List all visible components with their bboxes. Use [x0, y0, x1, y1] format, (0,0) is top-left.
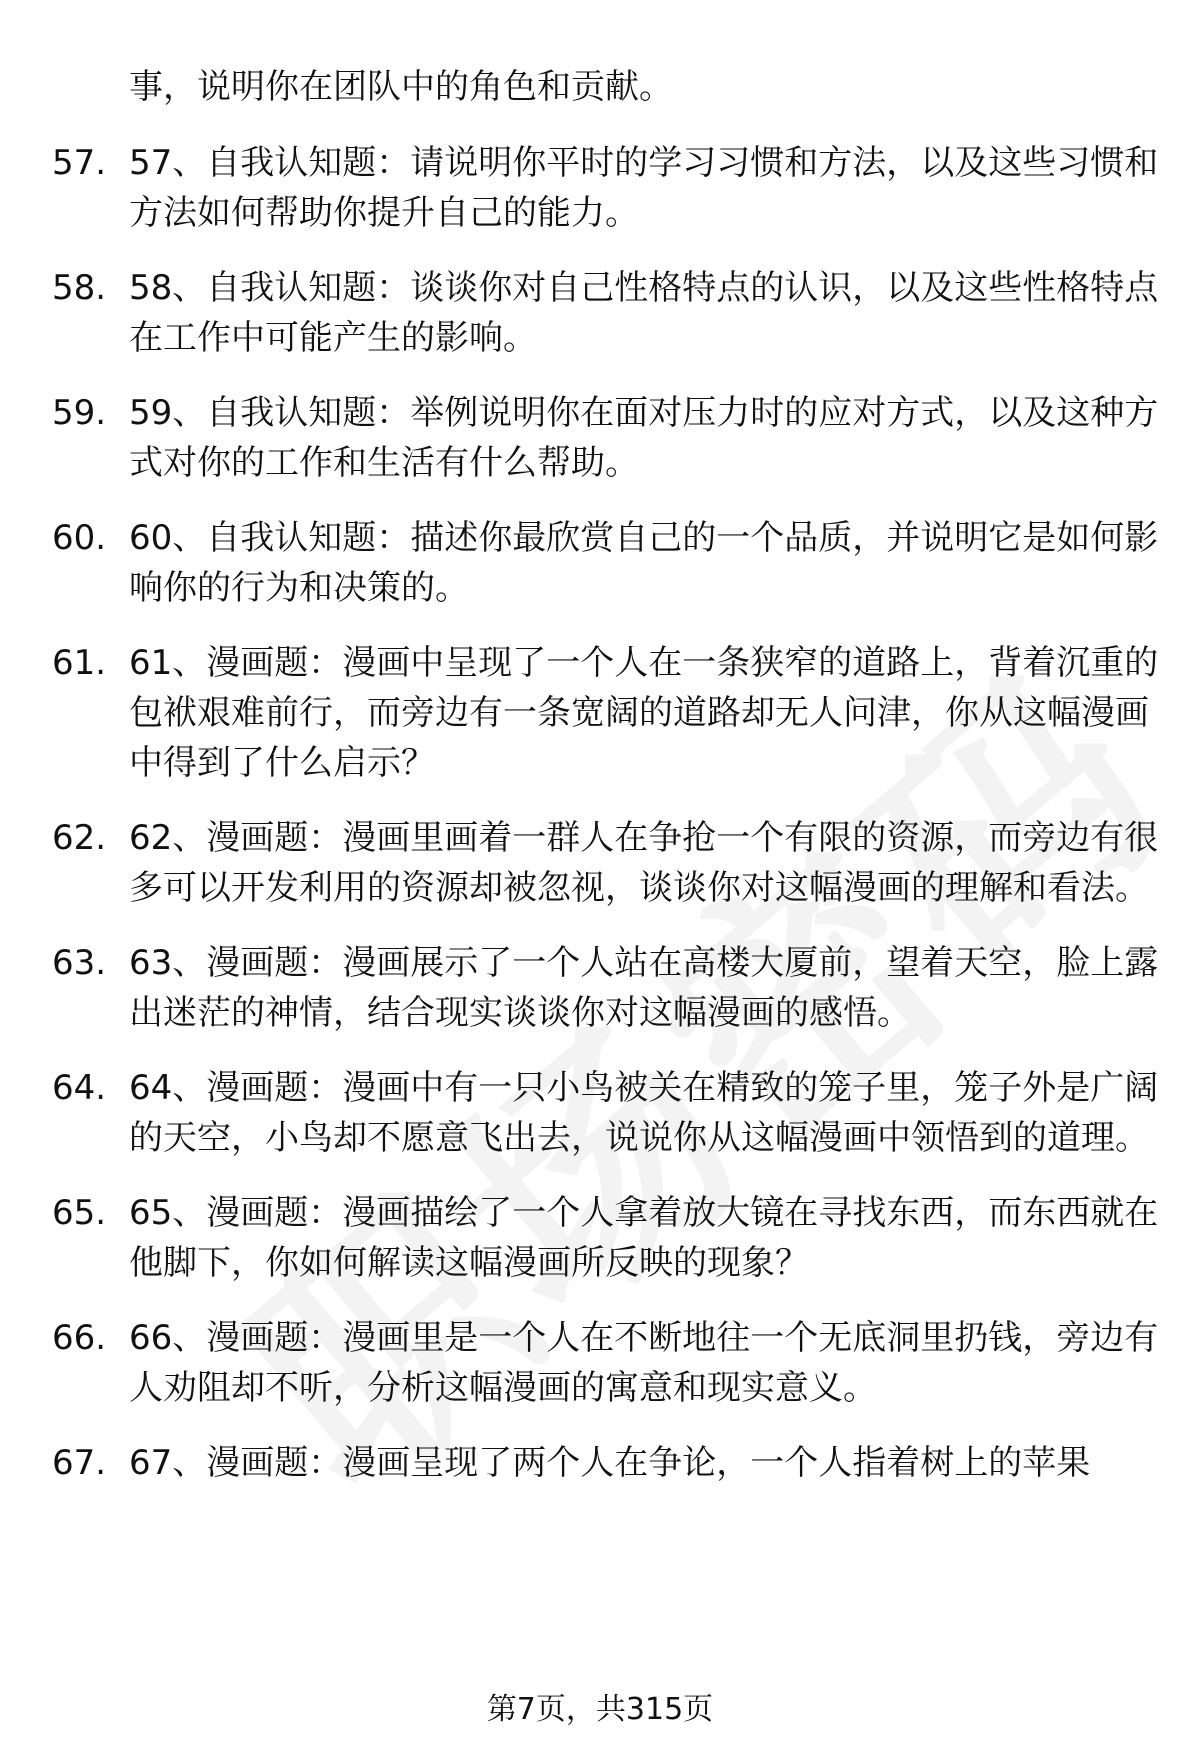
question-number: 61.	[52, 643, 107, 683]
question-text: 57、自我认知题：请说明你平时的学习习惯和方法，以及这些习惯和方法如何帮助你提升自己的能力。	[129, 143, 1159, 233]
question-item	[0, 263, 1159, 363]
question-text: 62、漫画题：漫画里画着一群人在争抢一个有限的资源，而旁边有很多可以开发利用的资源却被忽视，谈谈你对这幅漫画的理解和看法。	[129, 818, 1159, 908]
question-text: 64、漫画题：漫画中有一只小鸟被关在精致的笼子里，笼子外是广阔的天空，小鸟却不愿意飞出去，说说你从这幅漫画中领悟到的道理。	[129, 1068, 1159, 1158]
continuation-text: 事，说明你在团队中的角色和贡献。	[129, 67, 673, 107]
question-item	[0, 938, 1159, 1038]
question-text: 67、漫画题：漫画呈现了两个人在争论，一个人指着树上的苹果	[129, 1443, 1091, 1483]
question-text: 59、自我认知题：举例说明你在面对压力时的应对方式，以及这种方式对你的工作和生活有什么帮助。	[129, 393, 1159, 483]
question-number: 65.	[52, 1193, 107, 1233]
question-number: 59.	[52, 393, 107, 433]
question-number: 67.	[52, 1443, 107, 1483]
question-number: 58.	[52, 268, 107, 308]
question-item	[0, 138, 1159, 238]
question-number: 63.	[52, 943, 107, 983]
question-item	[0, 513, 1159, 613]
question-text: 61、漫画题：漫画中呈现了一个人在一条狭窄的道路上，背着沉重的包袱艰难前行，而旁边有一条宽阔的道路却无人问津，你从这幅漫画中得到了什么启示？	[129, 643, 1159, 783]
question-item	[0, 388, 1159, 488]
question-number: 62.	[52, 818, 107, 858]
question-text: 60、自我认知题：描述你最欣赏自己的一个品质，并说明它是如何影响你的行为和决策的。	[129, 518, 1159, 608]
question-number: 64.	[52, 1068, 107, 1108]
question-number: 66.	[52, 1318, 107, 1358]
question-text: 65、漫画题：漫画描绘了一个人拿着放大镜在寻找东西，而东西就在他脚下，你如何解读这幅漫画所反映的现象？	[129, 1193, 1159, 1283]
question-item	[0, 1063, 1159, 1163]
question-item	[0, 1188, 1159, 1288]
question-list	[0, 138, 1200, 1513]
question-number: 57.	[52, 143, 107, 183]
question-text: 58、自我认知题：谈谈你对自己性格特点的认识，以及这些性格特点在工作中可能产生的影响。	[129, 268, 1159, 358]
page-footer: 第7页，共315页	[486, 1692, 714, 1727]
question-item	[0, 813, 1159, 913]
question-item	[0, 1313, 1159, 1413]
question-item	[0, 1438, 1159, 1488]
question-text: 66、漫画题：漫画里是一个人在不断地往一个无底洞里扔钱，旁边有人劝阻却不听，分析这幅漫画的寓意和现实意义。	[129, 1318, 1159, 1408]
question-text: 63、漫画题：漫画展示了一个人站在高楼大厦前，望着天空，脸上露出迷茫的神情，结合现实谈谈你对这幅漫画的感悟。	[129, 943, 1159, 1033]
question-number: 60.	[52, 518, 107, 558]
question-item	[0, 638, 1159, 788]
